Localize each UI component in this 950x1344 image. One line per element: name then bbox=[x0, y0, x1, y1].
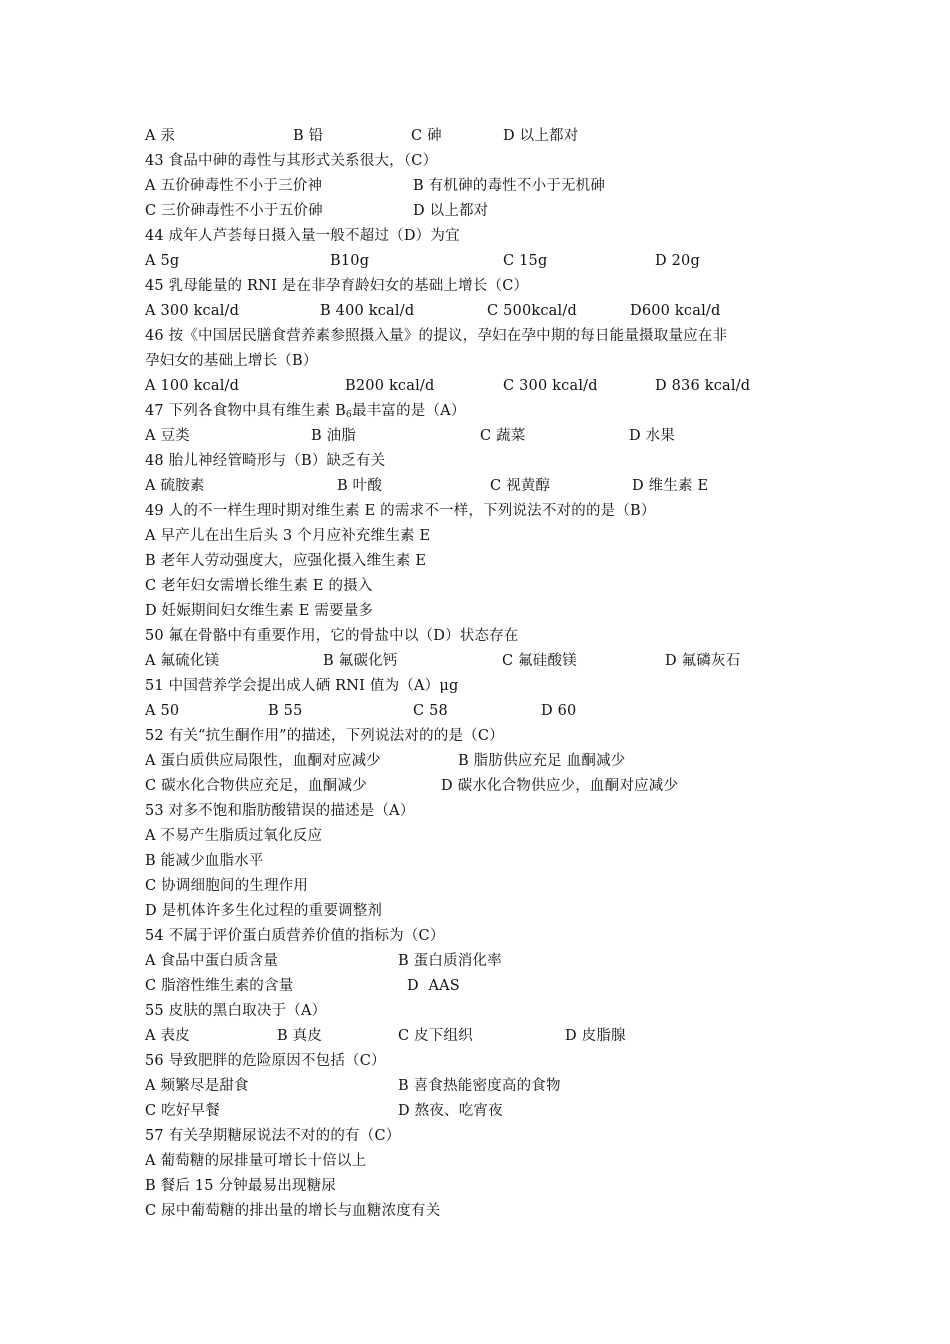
option: B 氟碳化钙 bbox=[323, 653, 398, 669]
option: B 铅 bbox=[293, 128, 324, 144]
question-text: 52 有关“抗生酮作用”的描述，下列说法对的的是（C） bbox=[145, 728, 504, 744]
option: D AAS bbox=[407, 978, 460, 994]
option-line: C 尿中葡萄糖的排出量的增长与血糖浓度有关 bbox=[145, 1203, 441, 1219]
option: C 吃好早餐 bbox=[145, 1103, 220, 1119]
question-text bbox=[145, 401, 466, 425]
option: A 食品中蛋白质含量 bbox=[145, 953, 279, 969]
option-line: C 协调细胞间的生理作用 bbox=[145, 878, 309, 894]
question-text: 49 人的不一样生理时期对维生素 E 的需求不一样，下列说法不对的的是（B） bbox=[145, 503, 656, 519]
question-text: 孕妇女的基础上增长（B） bbox=[145, 353, 318, 369]
option-line: B 能减少血脂水平 bbox=[145, 853, 264, 869]
subscript: 6 bbox=[346, 410, 352, 420]
option: A 5g bbox=[145, 253, 180, 269]
question-text-part: 最丰富的是（A） bbox=[351, 403, 466, 419]
option: C 碳水化合物供应充足，血酮减少 bbox=[145, 778, 367, 794]
option: D 以上都对 bbox=[503, 128, 579, 144]
option: A 300 kcal/d bbox=[145, 303, 240, 319]
option: B 400 kcal/d bbox=[320, 303, 415, 319]
option: A 频繁尽是甜食 bbox=[145, 1078, 249, 1094]
option: D 60 bbox=[541, 703, 577, 719]
question-text: 46 按《中国居民膳食营养素参照摄入量》的提议，孕妇在孕中期的每日能量摄取量应在非 bbox=[145, 328, 728, 344]
option-line: B 餐后 15 分钟最易出现糖尿 bbox=[145, 1178, 337, 1194]
option: A 氟硫化镁 bbox=[145, 653, 220, 669]
option: B 蛋白质消化率 bbox=[398, 953, 502, 969]
option: B 有机砷的毒性不小于无机砷 bbox=[413, 178, 606, 194]
option: B200 kcal/d bbox=[345, 378, 435, 394]
option-line: D 妊娠期间妇女维生素 E 需要量多 bbox=[145, 603, 374, 619]
option: A 50 bbox=[145, 703, 180, 719]
option: D 20g bbox=[655, 253, 700, 269]
option: D 以上都对 bbox=[413, 203, 489, 219]
option: C 三价砷毒性不小于五价砷 bbox=[145, 203, 323, 219]
option: D 836 kcal/d bbox=[655, 378, 751, 394]
option: A 五价砷毒性不小于三价神 bbox=[145, 178, 323, 194]
option: B 脂肪供应充足 血酮减少 bbox=[458, 753, 626, 769]
option: A 汞 bbox=[145, 128, 176, 144]
option: D 氟磷灰石 bbox=[665, 653, 741, 669]
option: D600 kcal/d bbox=[630, 303, 721, 319]
option: A 表皮 bbox=[145, 1028, 190, 1044]
option-line: A 葡萄糖的尿排量可增长十倍以上 bbox=[145, 1153, 367, 1169]
option: A 蛋白质供应局限性，血酮对应减少 bbox=[145, 753, 381, 769]
question-text: 54 不属于评价蛋白质营养价值的指标为（C） bbox=[145, 928, 445, 944]
option: A 100 kcal/d bbox=[145, 378, 240, 394]
question-text-part: 47 下列各食物中具有维生素 B bbox=[145, 403, 347, 419]
question-text: 56 导致肥胖的危险原因不包括（C） bbox=[145, 1053, 386, 1069]
option: C 视黄醇 bbox=[490, 478, 551, 494]
option-line: D 是机体许多生化过程的重要调整剂 bbox=[145, 903, 383, 919]
question-text: 43 食品中砷的毒性与其形式关系很大，（C） bbox=[145, 153, 438, 169]
option-line: B 老年人劳动强度大，应强化摄入维生素 E bbox=[145, 553, 427, 569]
option: B 55 bbox=[268, 703, 303, 719]
option: B10g bbox=[330, 253, 370, 269]
option-line: C 老年妇女需增长维生素 E 的摄入 bbox=[145, 578, 373, 594]
option: C 氟硅酸镁 bbox=[502, 653, 577, 669]
option: D 维生素 E bbox=[632, 478, 709, 494]
option: C 皮下组织 bbox=[398, 1028, 473, 1044]
option: B 叶酸 bbox=[337, 478, 383, 494]
option: B 真皮 bbox=[277, 1028, 323, 1044]
option: D 水果 bbox=[629, 428, 676, 444]
question-text: 44 成年人芦荟每日摄入量一般不超过（D）为宜 bbox=[145, 228, 460, 244]
option-line: A 早产儿在出生后头 3 个月应补充维生素 E bbox=[145, 528, 431, 544]
option: C 58 bbox=[413, 703, 448, 719]
question-text: 53 对多不饱和脂肪酸错误的描述是（A） bbox=[145, 803, 415, 819]
question-text: 57 有关孕期糖尿说法不对的的有（C） bbox=[145, 1128, 401, 1144]
question-text: 50 氟在骨骼中有重要作用，它的骨盐中以（D）状态存在 bbox=[145, 628, 519, 644]
question-text: 55 皮肤的黑白取决于（A） bbox=[145, 1003, 327, 1019]
option-line: A 不易产生脂质过氧化反应 bbox=[145, 828, 323, 844]
option: C 500kcal/d bbox=[487, 303, 577, 319]
option: B 喜食热能密度高的食物 bbox=[398, 1078, 561, 1094]
option: C 蔬菜 bbox=[480, 428, 526, 444]
option: A 豆类 bbox=[145, 428, 190, 444]
option: D 碳水化合物供应少，血酮对应减少 bbox=[441, 778, 679, 794]
option: C 砷 bbox=[411, 128, 442, 144]
option: C 15g bbox=[503, 253, 548, 269]
option: C 脂溶性维生素的含量 bbox=[145, 978, 294, 994]
question-text: 51 中国营养学会提出成人硒 RNI 值为（A）μg bbox=[145, 678, 459, 694]
option: A 硫胺素 bbox=[145, 478, 205, 494]
question-text: 48 胎儿神经管畸形与（B）缺乏有关 bbox=[145, 453, 386, 469]
option: D 熬夜、吃宵夜 bbox=[398, 1103, 503, 1119]
option: B 油脂 bbox=[311, 428, 357, 444]
option: C 300 kcal/d bbox=[503, 378, 598, 394]
question-text: 45 乳母能量的 RNI 是在非孕育龄妇女的基础上增长（C） bbox=[145, 278, 529, 294]
option: D 皮脂腺 bbox=[565, 1028, 626, 1044]
